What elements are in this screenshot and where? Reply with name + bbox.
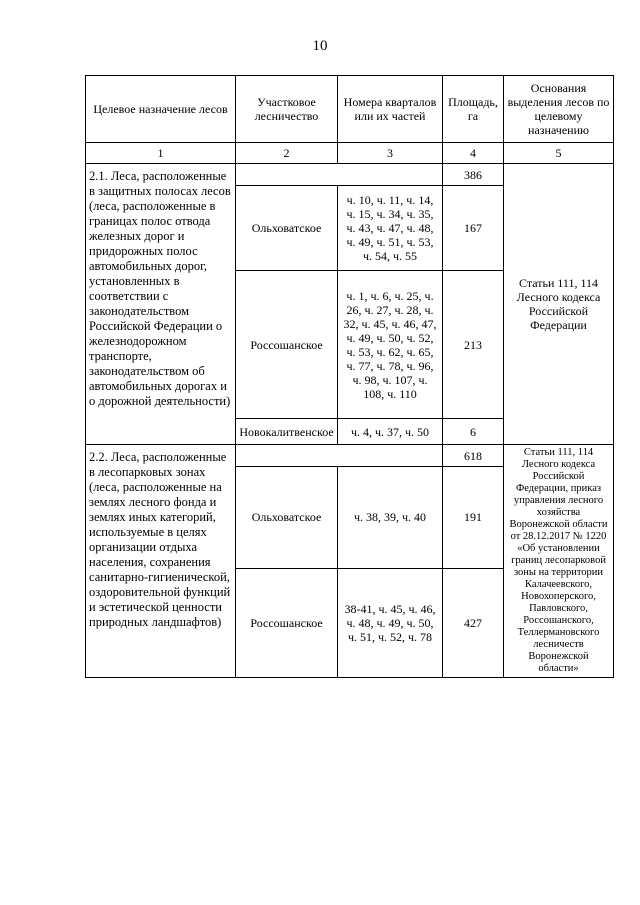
forestry-cell: Россошанское: [236, 568, 338, 677]
purpose-cell-2-1: 2.1. Леса, расположенные в защитных полосах лесов (леса, расположенные в границах полос отвода железных дорог и придорожных полос автомобильных дорог, установленных в соответствии с законодательством Российской Федерации о железнодорожном транспорте, законодательством об автомобильных дорогах и о дорожной деятельности): [86, 164, 236, 445]
column-number: 3: [338, 143, 443, 164]
table-row: [86, 164, 614, 186]
page-number: 10: [312, 38, 328, 54]
forestry-cell: Россошанское: [236, 271, 338, 419]
header-forestry: Участковое лесничество: [236, 76, 338, 143]
table-header-row: [86, 76, 614, 143]
area-cell: 6: [443, 419, 504, 445]
area-cell: 191: [443, 467, 504, 568]
area-cell: 213: [443, 271, 504, 419]
column-number: 4: [443, 143, 504, 164]
empty-merged-cell: [236, 164, 443, 186]
forest-purpose-table: [85, 75, 614, 678]
column-number: 1: [86, 143, 236, 164]
purpose-cell-2-2: 2.2. Леса, расположенные в лесопарковых зонах (леса, расположенные на землях лесного фонда и землях иных категорий, используемые в целях организации отдыха населения, сохранения санитарно-гигиенической, оздоровительной функций и эстетической ценности природных ландшафтов): [86, 445, 236, 678]
basis-cell-2-2: Статьи 111, 114 Лесного кодекса Российской Федерации, приказ управления лесного хозяйства Воронежской области от 28.12.2017 № 1220 «Об установлении границ лесопарковой зоны на территории Калачеевского, Новохоперского, Павловского, Россошанского, Теллермановского лесничеств Воронежской области»: [504, 445, 614, 678]
total-area-cell: 386: [443, 164, 504, 186]
header-purpose: Целевое назначение лесов: [86, 76, 236, 143]
header-basis: Основания выделения лесов по целевому назначению: [504, 76, 614, 143]
quarters-cell: ч. 10, ч. 11, ч. 14, ч. 15, ч. 34, ч. 35, ч. 43, ч. 47, ч. 48, ч. 49, ч. 51, ч. 53, ч. 54, ч. 55: [338, 186, 443, 271]
header-quarters: Номера кварталов или их частей: [338, 76, 443, 143]
quarters-cell: ч. 38, 39, ч. 40: [338, 467, 443, 568]
quarters-cell: ч. 1, ч. 6, ч. 25, ч. 26, ч. 27, ч. 28, ч. 32, ч. 45, ч. 46, 47, ч. 49, ч. 50, ч. 52, ч. 53, ч. 62, ч. 65, ч. 77, ч. 78, ч. 96, ч. 98, ч. 107, ч. 108, ч. 110: [338, 271, 443, 419]
forestry-cell: Ольховатское: [236, 186, 338, 271]
column-number: 2: [236, 143, 338, 164]
basis-cell-2-1: Статьи 111, 114 Лесного кодекса Российской Федерации: [504, 164, 614, 445]
table-row: [86, 445, 614, 467]
area-cell: 427: [443, 568, 504, 677]
forestry-cell: Ольховатское: [236, 467, 338, 568]
column-number: 5: [504, 143, 614, 164]
total-area-cell: 618: [443, 445, 504, 467]
column-number-row: [86, 143, 614, 164]
empty-merged-cell: [236, 445, 443, 467]
area-cell: 167: [443, 186, 504, 271]
quarters-cell: 38-41, ч. 45, ч. 46, ч. 48, ч. 49, ч. 50, ч. 51, ч. 52, ч. 78: [338, 568, 443, 677]
quarters-cell: ч. 4, ч. 37, ч. 50: [338, 419, 443, 445]
forestry-cell: Новокалитвенское: [236, 419, 338, 445]
header-area: Площадь, га: [443, 76, 504, 143]
